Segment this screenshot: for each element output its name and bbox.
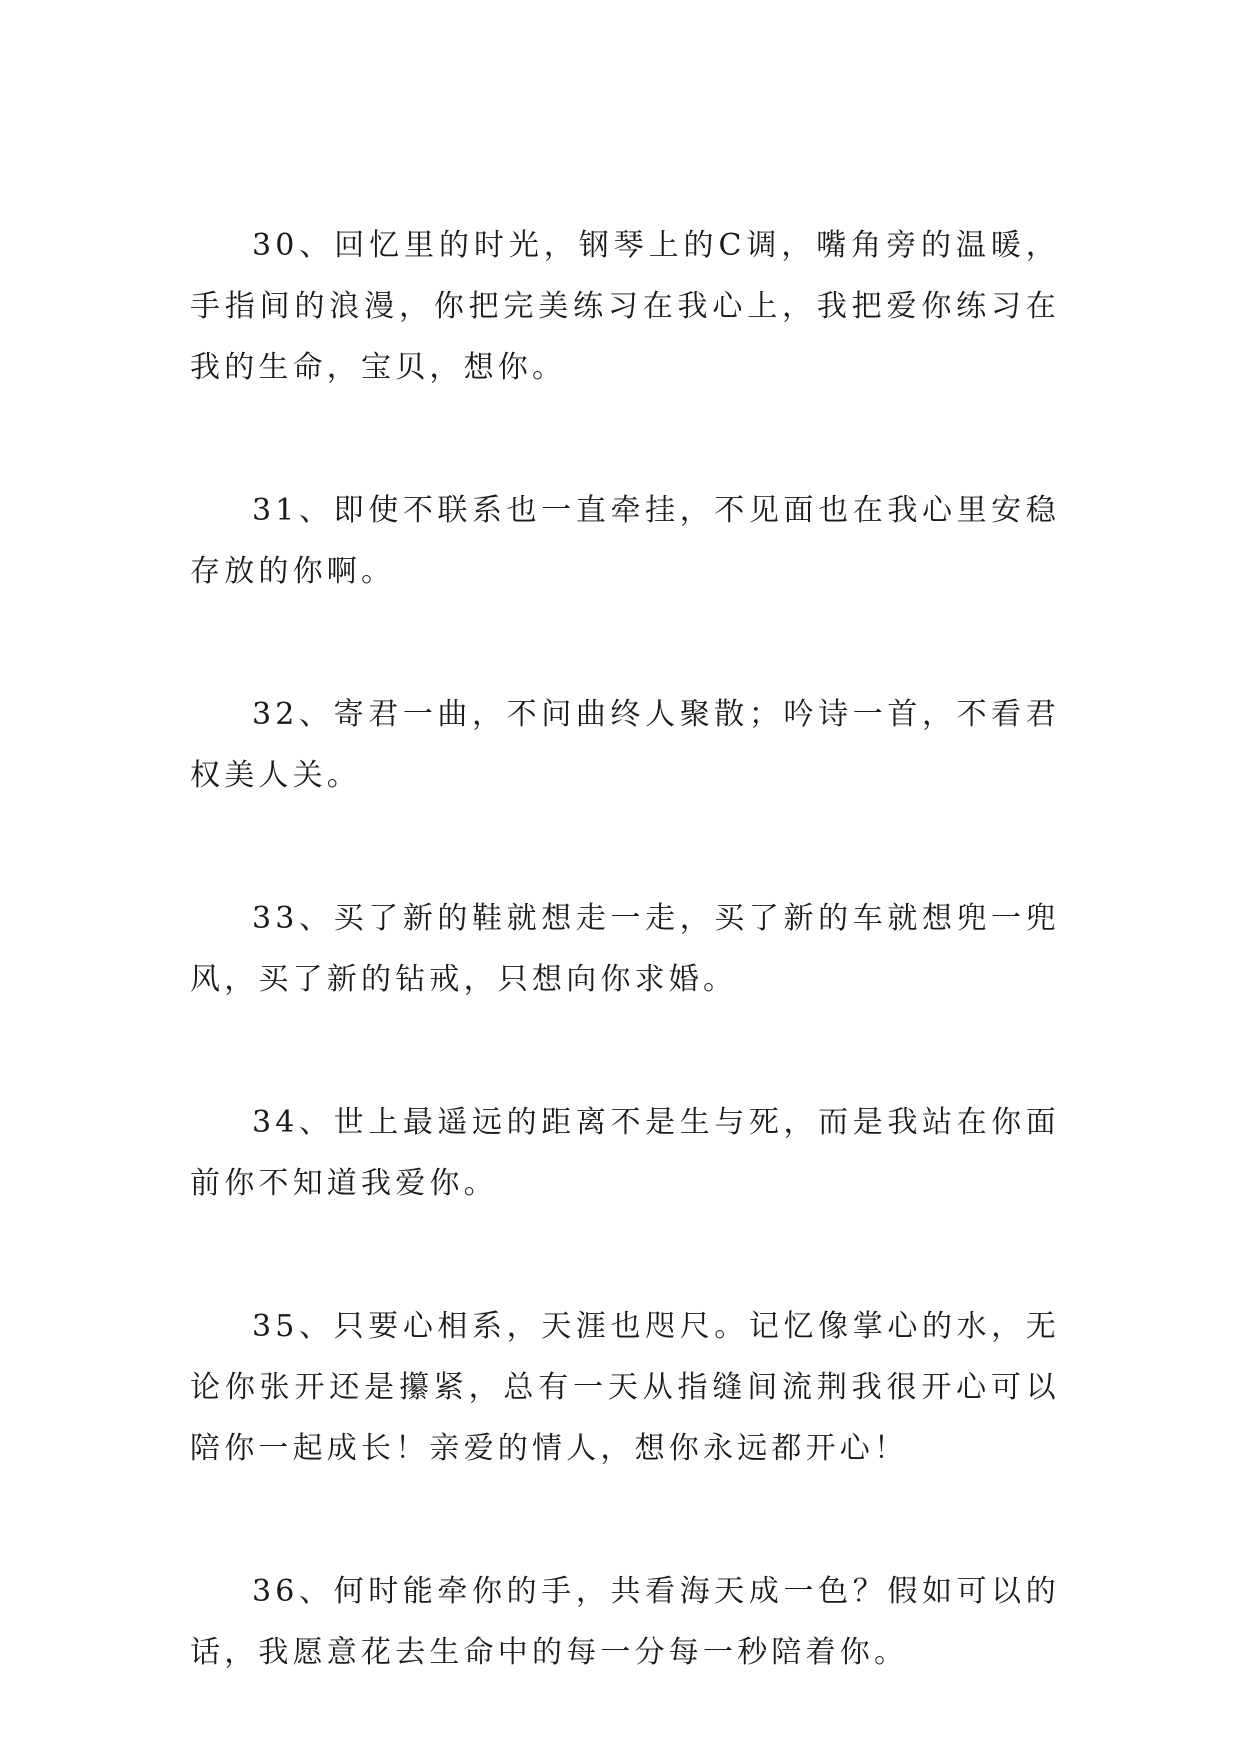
document-body <box>190 215 1060 1683</box>
paragraph-32: 32、寄君一曲，不问曲终人聚散；吟诗一首，不看君权美人关。 <box>190 697 1060 793</box>
paragraph-30: 30、回忆里的时光，钢琴上的C调，嘴角旁的温暖，手指间的浪漫，你把完美练习在我心上，我把爱你练习在我的生命，宝贝，想你。 <box>190 228 1060 385</box>
paragraph-35: 35、只要心相系，天涯也咫尺。记忆像掌心的水，无论你张开还是攥紧，总有一天从指缝间流荆我很开心可以陪你一起成长！亲爱的情人，想你永远都开心！ <box>190 1309 1060 1466</box>
paragraph-36: 36、何时能牵你的手，共看海天成一色？假如可以的话，我愿意花去生命中的每一分每一秒陪着你。 <box>190 1574 1060 1670</box>
paragraph-33: 33、买了新的鞋就想走一走，买了新的车就想兜一兜风，买了新的钻戒，只想向你求婚。 <box>190 901 1060 997</box>
paragraph-31: 31、即使不联系也一直牵挂，不见面也在我心里安稳存放的你啊。 <box>190 493 1060 589</box>
paragraph-34: 34、世上最遥远的距离不是生与死，而是我站在你面前你不知道我爱你。 <box>190 1105 1060 1201</box>
